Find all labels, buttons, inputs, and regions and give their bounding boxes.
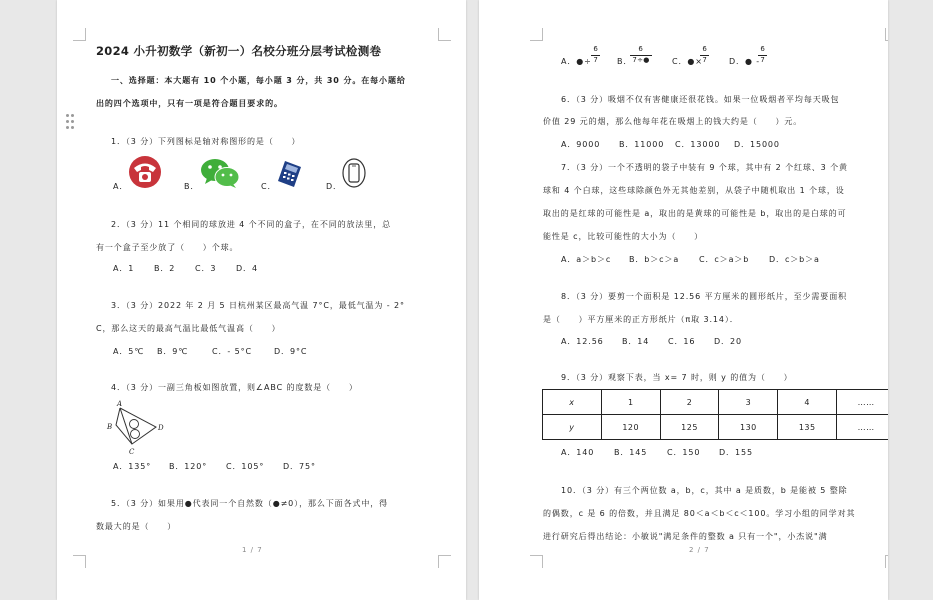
page-title: 2024 小升初数学（新初一）名校分班分层考试检测卷 [96,44,382,58]
q7-option-b[interactable]: B．b＞c＞a [629,255,680,264]
q3-option-a[interactable]: A．5℃ [113,347,145,356]
table-row [543,390,889,415]
question-4-stem: 4．（3 分）一副三角板如图放置，则∠ABC 的度数是（ ） [111,383,358,392]
q9-option-c[interactable]: C．150 [667,448,701,457]
table-cell: y [543,415,602,440]
question-2-stem: 有一个盒子至少放了（ ）个球。 [96,243,239,252]
question-6-stem: 6．（3 分）吸烟不仅有害健康还很花钱。如果一位吸烟者平均每天吸包 [561,95,840,104]
q8-option-b[interactable]: B．14 [622,337,650,346]
mobile-phone-icon [341,157,367,189]
q5-fraction-b-numerator: 6 [638,45,644,53]
question-8-stem: 是（ ）平方厘米的正方形纸片（π取 3.14）． [543,315,739,324]
q4-option-c[interactable]: C．105° [226,462,265,471]
q9-option-a[interactable]: A．140 [561,448,595,457]
question-10-stem: 的偶数，c 是 6 的倍数，并且满足 80＜a＜b＜c＜100。学习小组的同学对其 [543,509,856,518]
table-cell: x [543,390,602,415]
question-2-stem: 2．（3 分）11 个相同的球放进 4 个不同的盒子，在不同的放法里，总 [111,220,392,229]
table-cell: 120 [601,415,660,440]
table-row [543,415,889,440]
question-7-stem: 取出的是红球的可能性是 a，取出的是黄球的可能性是 b，取出的是白球的可 [543,209,847,218]
figure-label-d: D [158,424,164,432]
q3-option-d[interactable]: D．9°C [274,347,308,356]
q6-option-b[interactable]: B．11000 [619,140,665,149]
q6-option-d[interactable]: D．15000 [734,140,780,149]
crop-mark [530,28,543,41]
crop-mark [438,555,451,568]
question-10-stem: 10．（3 分）有三个两位数 a，b，c，其中 a 是质数，b 是能被 5 整除 [561,486,848,495]
q5-fraction-d-denominator: 7 [760,56,766,64]
crop-mark [885,28,888,41]
document-page-2 [479,0,888,600]
section-instruction: 出的四个选项中，只有一项是符合题目要求的。 [96,99,283,108]
q1-option-d[interactable]: D． [326,182,342,191]
q7-option-d[interactable]: D．c＞b＞a [769,255,820,264]
figure-label-b: B [107,423,113,431]
crop-mark [438,28,451,41]
q7-option-c[interactable]: C．c＞a＞b [699,255,750,264]
table-cell: 125 [660,415,719,440]
q5-fraction-a-numerator: 6 [593,45,599,53]
question-7-stem: 球和 4 个白球，这些球除颜色外无其他差别，从袋子中随机取出 1 个球，设 [543,186,845,195]
q7-option-a[interactable]: A．a＞b＞c [561,255,612,264]
wechat-icon [199,157,241,189]
telephone-icon [127,155,163,189]
crop-mark [73,555,86,568]
q6-option-c[interactable]: C．13000 [675,140,721,149]
table-cell: …… [837,415,888,440]
figure-label-c: C [129,448,135,456]
q9-option-b[interactable]: B．145 [614,448,648,457]
question-9-stem: 9．（3 分）观察下表，当 x= 7 时，则 y 的值为（ ） [561,373,793,382]
page-number: 1 / 7 [242,546,263,554]
q8-option-c[interactable]: C．16 [668,337,696,346]
desk-phone-icon [275,157,305,189]
question-3-stem: 3．（3 分）2022 年 2 月 5 日杭州某区最高气温 7°C，最低气温为 - 2° [111,301,405,310]
crop-mark [73,28,86,41]
question-7-stem: 能性是 c，比较可能性的大小为（ ） [543,232,704,241]
q2-option-d[interactable]: D．4 [236,264,258,273]
table-cell: 3 [719,390,778,415]
q9-option-d[interactable]: D．155 [719,448,753,457]
q5-option-a[interactable]: A．●÷ [561,57,592,66]
q2-option-b[interactable]: B．2 [154,264,176,273]
question-5-stem: 数最大的是（ ） [96,522,177,531]
q4-option-a[interactable]: A．135° [113,462,152,471]
data-table [542,389,888,440]
question-6-stem: 价值 29 元的烟，那么他每年花在吸烟上的钱大约是（ ）元。 [543,117,803,126]
q5-fraction-c-denominator: 7 [702,56,708,64]
q8-option-d[interactable]: D．20 [714,337,742,346]
document-page-1 [57,0,466,600]
question-1-stem: 1．（3 分）下列图标是轴对称图形的是（ ） [111,137,301,146]
question-5-stem: 5．（3 分）如果用●代表同一个自然数（●≠0），那么下面各式中，得 [111,499,389,508]
q5-fraction-c-numerator: 6 [702,45,708,53]
q4-option-b[interactable]: B．120° [169,462,208,471]
q5-option-c[interactable]: C．●× [672,57,703,66]
table-cell: 4 [778,390,837,415]
crop-mark [530,555,543,568]
table-cell: 130 [719,415,778,440]
q2-option-a[interactable]: A．1 [113,264,135,273]
q1-option-a[interactable]: A． [113,182,129,191]
q2-option-c[interactable]: C．3 [195,264,217,273]
triangle-ruler-figure [106,399,166,456]
q5-fraction-a-denominator: 7 [593,56,599,64]
page-number: 2 / 7 [689,546,710,554]
q4-option-d[interactable]: D．75° [283,462,316,471]
q5-option-d[interactable]: D．● - [729,57,761,66]
table-cell: 1 [601,390,660,415]
question-8-stem: 8．（3 分）要剪一个面积是 12.56 平方厘米的圆形纸片，至少需要面积 [561,292,848,301]
q1-option-b[interactable]: B． [184,182,200,191]
q5-option-b[interactable]: B． [617,57,633,66]
q5-fraction-b-denominator: 7÷● [632,56,650,64]
question-10-stem: 进行研究后得出结论：小敏说"满足条件的整数 a 只有一个"，小杰说"满 [543,532,828,541]
table-cell: 135 [778,415,837,440]
table-cell: 2 [660,390,719,415]
section-instruction: 一、选择题：本大题有 10 个小题，每小题 3 分，共 30 分。在每小题给 [111,76,406,85]
crop-mark [885,555,888,568]
drag-handle-icon[interactable] [66,114,76,130]
q1-option-c[interactable]: C． [261,182,277,191]
question-3-stem: C，那么这天的最高气温比最低气温高（ ） [96,324,281,333]
figure-label-a: A [117,400,123,408]
table-cell: …… [837,390,888,415]
q5-fraction-d-numerator: 6 [760,45,766,53]
question-7-stem: 7．（3 分）一个不透明的袋子中装有 9 个球，其中有 2 个红球、3 个黄 [561,163,848,172]
q3-option-b[interactable]: B．9℃ [157,347,189,356]
q8-option-a[interactable]: A．12.56 [561,337,604,346]
q6-option-a[interactable]: A．9000 [561,140,601,149]
q3-option-c[interactable]: C．- 5°C [212,347,252,356]
